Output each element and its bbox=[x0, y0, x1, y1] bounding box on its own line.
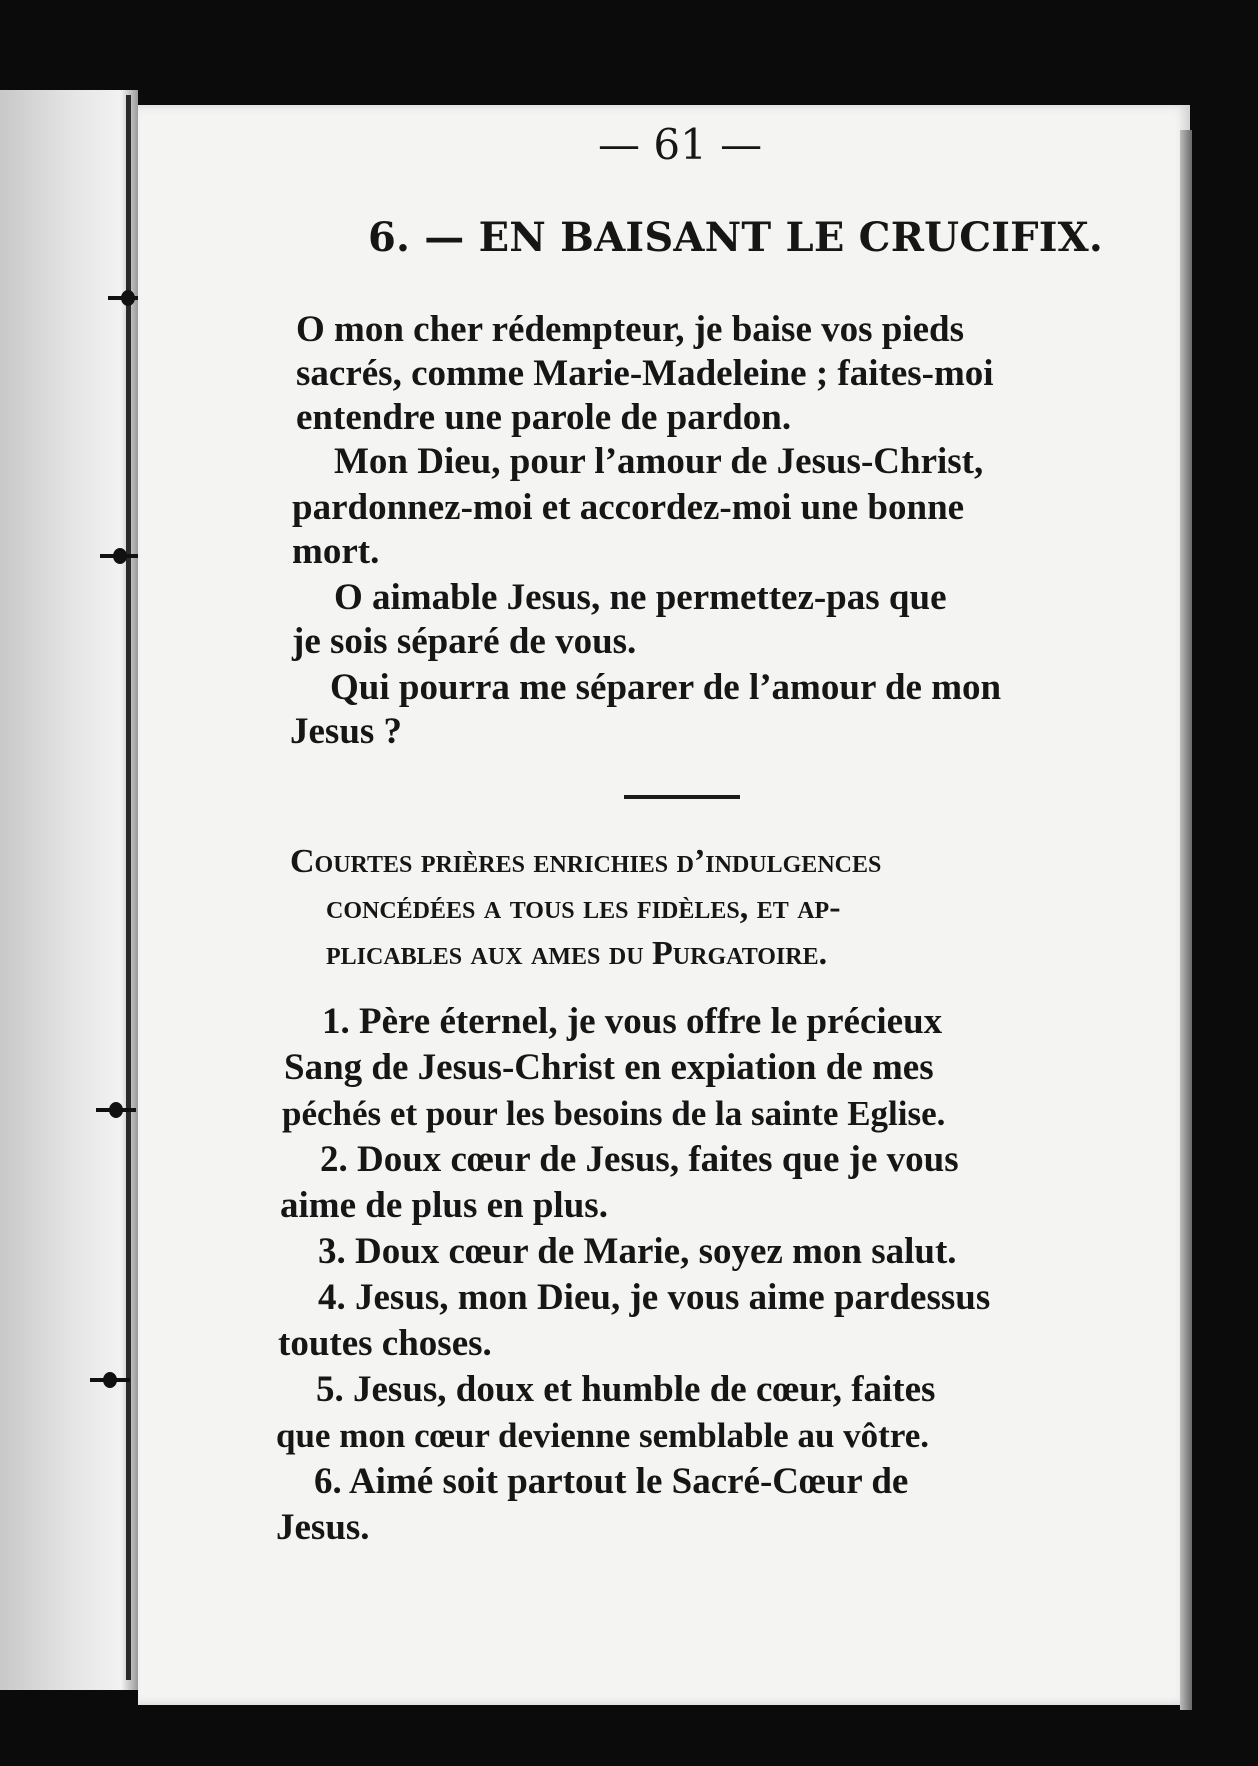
short-prayer-line: 5. Jesus, doux et humble de cœur, faites bbox=[316, 1369, 936, 1410]
binding-stitch bbox=[96, 1102, 136, 1118]
facing-page-edge bbox=[0, 90, 138, 1690]
short-prayer-line: Sang de Jesus-Christ en expiation de mes bbox=[284, 1047, 934, 1088]
section-divider bbox=[624, 795, 740, 799]
short-prayer-line: Jesus. bbox=[276, 1507, 370, 1548]
prayer-line: O mon cher rédempteur, je baise vos pieds bbox=[296, 309, 965, 350]
short-prayer-line: 4. Jesus, mon Dieu, je vous aime pardessus bbox=[318, 1277, 991, 1318]
short-prayer-line: 1. Père éternel, je vous offre le précieux bbox=[322, 1001, 943, 1042]
book-spine bbox=[126, 95, 131, 1680]
page-number: — 61 — bbox=[598, 120, 763, 169]
binding-stitch bbox=[100, 548, 140, 564]
prayer-line: Qui pourra me séparer de l’amour de mon bbox=[330, 667, 1002, 708]
prayer-line: pardonnez-moi et accordez-moi une bonne bbox=[292, 487, 965, 528]
prayer-line: sacrés, comme Marie-Madeleine ; faites-moi bbox=[296, 353, 994, 394]
short-prayer-line: aime de plus en plus. bbox=[280, 1185, 608, 1226]
indulgences-heading-line: Courtes prières enrichies d’indulgences bbox=[290, 843, 882, 880]
prayer-line: mort. bbox=[292, 531, 380, 572]
page-edge-shadow bbox=[1180, 130, 1192, 1710]
prayer-line: Mon Dieu, pour l’amour de Jesus-Christ, bbox=[334, 441, 984, 482]
short-prayer-line: péchés et pour les besoins de la sainte Eglise. bbox=[282, 1094, 946, 1133]
prayer-line: entendre une parole de pardon. bbox=[296, 397, 792, 438]
short-prayer-line: 3. Doux cœur de Marie, soyez mon salut. bbox=[318, 1231, 957, 1272]
indulgences-heading-line: concédées a tous les fidèles, et ap- bbox=[326, 889, 841, 926]
short-prayer-line: 6. Aimé soit partout le Sacré-Cœur de bbox=[314, 1461, 909, 1502]
prayer-line: O aimable Jesus, ne permettez-pas que bbox=[334, 577, 947, 618]
binding-stitch bbox=[90, 1372, 130, 1388]
indulgences-heading-line: plicables aux ames du Purgatoire. bbox=[326, 935, 828, 972]
prayer-line: je sois séparé de vous. bbox=[292, 621, 637, 662]
prayer-line: Jesus ? bbox=[290, 711, 403, 752]
section-title: 6. — EN BAISANT LE CRUCIFIX. bbox=[368, 214, 1104, 261]
short-prayer-line: 2. Doux cœur de Jesus, faites que je vous bbox=[320, 1139, 959, 1180]
short-prayer-line: que mon cœur devienne semblable au vôtre. bbox=[276, 1416, 930, 1455]
short-prayer-line: toutes choses. bbox=[278, 1323, 492, 1364]
